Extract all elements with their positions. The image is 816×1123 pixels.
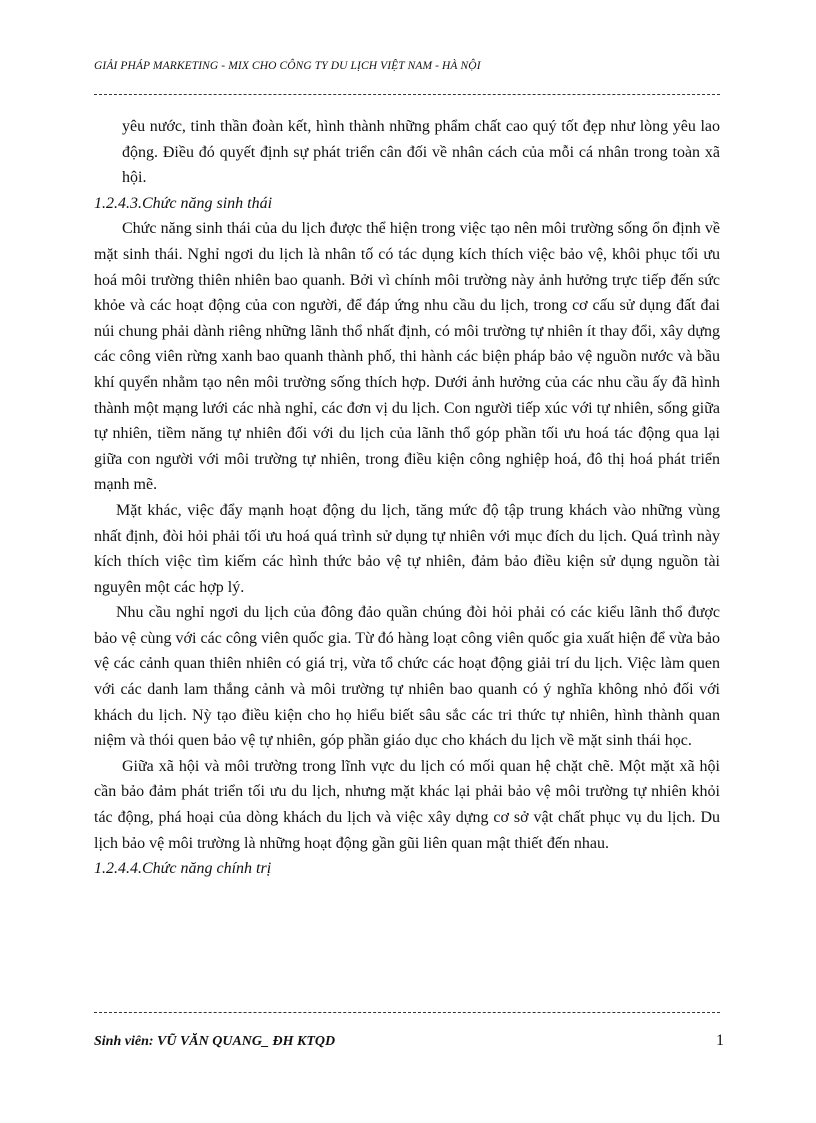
section-heading-political-function: 1.2.4.4.Chức năng chính trị	[94, 860, 272, 878]
paragraph: Giữa xã hội và môi trường trong lĩnh vực du lịch có mối quan hệ chặt chẽ. Một mặt xã hội cần bảo đảm phát triển tối ưu du lịch, nhưng mặt khác lại phải bảo vệ môi trường tự nhiên khỏi tác động, phá hoại của dòng khách du lịch và việc xây dựng cơ sở vật chất phục vụ du lịch. Du lịch bảo vệ môi trường là những hoạt động gần gũi liên quan mật thiết đến nhau.	[94, 757, 720, 852]
header-divider	[94, 94, 720, 95]
continued-paragraph: yêu nước, tinh thần đoàn kết, hình thành những phẩm chất cao quý tốt đẹp như lòng yêu lao động. Điều đó quyết định sự phát triển cân đối về nhân cách của mỗi cá nhân trong toàn xã hội.	[122, 118, 720, 187]
footer-divider	[94, 1012, 720, 1013]
paragraph: Chức năng sinh thái của du lịch được thể hiện trong việc tạo nên môi trường sống ổn định về mặt sinh thái. Nghỉ ngơi du lịch là nhân tố có tác dụng kích thích việc bảo vệ, khôi phục tối ưu hoá môi trường thiên nhiên bao quanh. Bởi vì chính môi trường này ảnh hưởng trực tiếp đến sức khỏe và các hoạt động của con người, để đáp ứng nhu cầu du lịch, trong cơ cấu sử dụng đất đai núi chung phải dành riêng những lãnh thổ nhất định, có môi trường tự nhiên ít thay đổi, xây dựng các công viên rừng xanh bao quanh thành phố, thi hành các biện pháp bảo vệ nguồn nước và bầu khí quyển nhằm tạo nên môi trường sống thích hợp. Dưới ảnh hưởng của các nhu cầu ấy đã hình thành một mạng lưới các nhà nghỉ, các đơn vị du lịch. Con người tiếp xúc với tự nhiên, sống giữa tự nhiên, tiềm năng tự nhiên đối với du lịch của lãnh thổ góp phần tối ưu hoá tác động qua lại giữa con người với môi trường tự nhiên, trong điều kiện công nghiệp hoá, đô thị hoá phát triển mạnh mẽ.	[94, 220, 720, 494]
paragraph: Mặt khác, việc đẩy mạnh hoạt động du lịch, tăng mức độ tập trung khách vào những vùng nhất định, đòi hỏi phải tối ưu hoá quá trình sử dụng tự nhiên với mục đích du lịch. Quá trình này kích thích việc tìm kiếm các hình thức bảo vệ tự nhiên, đảm bảo điều kiện sử dụng nguồn tài nguyên một các hợp lý.	[94, 501, 720, 596]
document-body	[94, 114, 720, 882]
section-heading-ecological-function: 1.2.4.3.Chức năng sinh thái	[94, 194, 273, 212]
page-header-title: GIẢI PHÁP MARKETING - MIX CHO CÔNG TY DU LỊCH VIỆT NAM - HÀ NỘI	[94, 60, 481, 72]
page-number: 1	[716, 1032, 724, 1049]
footer-author: Sinh viên: VŨ VĂN QUANG_ ĐH KTQD	[94, 1034, 336, 1049]
paragraph: Nhu cầu nghỉ ngơi du lịch của đông đảo quần chúng đòi hỏi phải có các kiểu lãnh thổ được bảo vệ cùng với các công viên quốc gia. Từ đó hàng loạt công viên quốc gia xuất hiện để vừa bảo vệ các cảnh quan thiên nhiên có giá trị, vừa tổ chức các hoạt động giải trí du lịch. Việc làm quen với các danh lam thắng cảnh và môi trường tự nhiên bao quanh có ý nghĩa không nhỏ đối với khách du lịch. Nỳ tạo điều kiện cho họ hiểu biết sâu sắc các tri thức tự nhiên, hình thành quan niệm và thói quen bảo vệ tự nhiên, góp phần giáo dục cho khách du lịch về mặt sinh thái học.	[94, 604, 720, 750]
